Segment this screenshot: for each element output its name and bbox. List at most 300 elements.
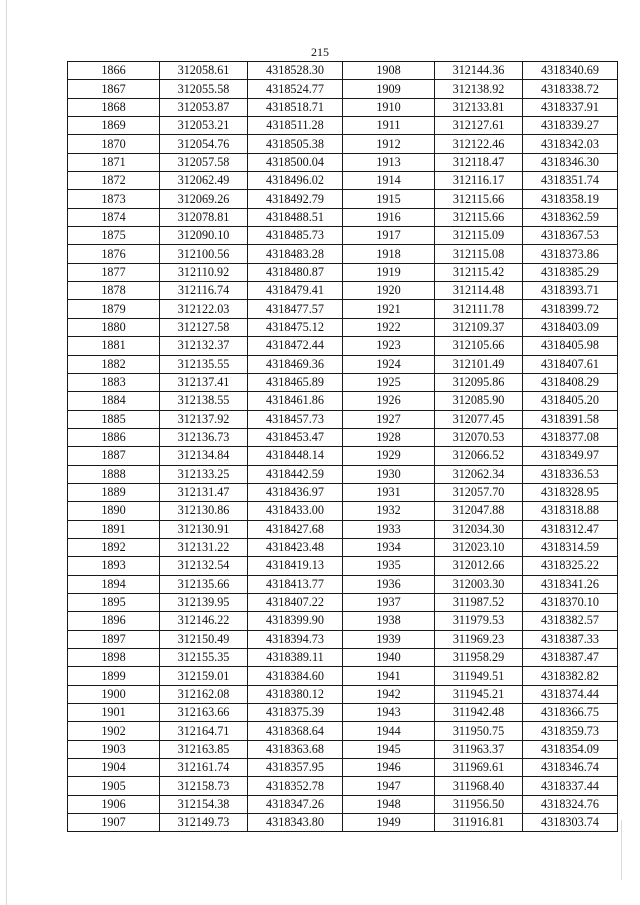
point-number-cell: 1896 [68,612,160,630]
table-row [68,777,343,795]
y-coordinate-cell: 4318366.75 [523,704,618,722]
x-coordinate-cell: 312133.25 [160,465,248,483]
point-number-cell: 1949 [343,814,435,832]
scan-mark [621,820,622,880]
point-number-cell: 1922 [343,318,435,336]
y-coordinate-cell: 4318325.22 [523,557,618,575]
y-coordinate-cell: 4318382.57 [523,612,618,630]
coordinate-table-right [342,61,618,832]
table-row [343,355,618,373]
y-coordinate-cell: 4318375.39 [248,704,343,722]
y-coordinate-cell: 4318346.30 [523,153,618,171]
x-coordinate-cell: 312090.10 [160,227,248,245]
x-coordinate-cell: 312137.41 [160,373,248,391]
point-number-cell: 1910 [343,98,435,116]
point-number-cell: 1948 [343,795,435,813]
point-number-cell: 1907 [68,814,160,832]
y-coordinate-cell: 4318312.47 [523,520,618,538]
x-coordinate-cell: 312135.55 [160,355,248,373]
x-coordinate-cell: 312111.78 [435,300,523,318]
table-row [68,557,343,575]
table-row [68,520,343,538]
point-number-cell: 1904 [68,759,160,777]
point-number-cell: 1882 [68,355,160,373]
table-row [343,685,618,703]
x-coordinate-cell: 312146.22 [160,612,248,630]
point-number-cell: 1893 [68,557,160,575]
x-coordinate-cell: 311950.75 [435,722,523,740]
x-coordinate-cell: 312122.46 [435,135,523,153]
y-coordinate-cell: 4318358.19 [523,190,618,208]
table-row [68,795,343,813]
x-coordinate-cell: 312054.76 [160,135,248,153]
y-coordinate-cell: 4318485.73 [248,227,343,245]
table-row [68,428,343,446]
point-number-cell: 1890 [68,502,160,520]
x-coordinate-cell: 312131.22 [160,538,248,556]
y-coordinate-cell: 4318465.89 [248,373,343,391]
x-coordinate-cell: 312055.58 [160,80,248,98]
x-coordinate-cell: 312114.48 [435,282,523,300]
point-number-cell: 1924 [343,355,435,373]
point-number-cell: 1871 [68,153,160,171]
table-row [343,337,618,355]
x-coordinate-cell: 312057.58 [160,153,248,171]
y-coordinate-cell: 4318346.74 [523,759,618,777]
x-coordinate-cell: 312023.10 [435,538,523,556]
y-coordinate-cell: 4318373.86 [523,245,618,263]
point-number-cell: 1929 [343,447,435,465]
table-row [343,117,618,135]
point-number-cell: 1902 [68,722,160,740]
point-number-cell: 1927 [343,410,435,428]
x-coordinate-cell: 311963.37 [435,740,523,758]
y-coordinate-cell: 4318352.78 [248,777,343,795]
table-row [68,483,343,501]
table-row [343,447,618,465]
y-coordinate-cell: 4318357.95 [248,759,343,777]
y-coordinate-cell: 4318337.91 [523,98,618,116]
point-number-cell: 1919 [343,263,435,281]
table-row [68,373,343,391]
y-coordinate-cell: 4318408.29 [523,373,618,391]
y-coordinate-cell: 4318448.14 [248,447,343,465]
table-row [343,62,618,80]
y-coordinate-cell: 4318374.44 [523,685,618,703]
table-row [343,282,618,300]
x-coordinate-cell: 312132.54 [160,557,248,575]
table-row [343,759,618,777]
x-coordinate-cell: 312130.86 [160,502,248,520]
table-row [68,80,343,98]
x-coordinate-cell: 312127.58 [160,318,248,336]
table-row [68,593,343,611]
y-coordinate-cell: 4318362.59 [523,208,618,226]
x-coordinate-cell: 312115.08 [435,245,523,263]
x-coordinate-cell: 311969.23 [435,630,523,648]
x-coordinate-cell: 312135.66 [160,575,248,593]
x-coordinate-cell: 312053.21 [160,117,248,135]
point-number-cell: 1891 [68,520,160,538]
x-coordinate-cell: 312115.66 [435,190,523,208]
y-coordinate-cell: 4318419.13 [248,557,343,575]
table-row [343,172,618,190]
point-number-cell: 1930 [343,465,435,483]
x-coordinate-cell: 311956.50 [435,795,523,813]
table-row [343,612,618,630]
table-row [343,300,618,318]
y-coordinate-cell: 4318385.29 [523,263,618,281]
point-number-cell: 1889 [68,483,160,501]
table-row [68,282,343,300]
y-coordinate-cell: 4318469.36 [248,355,343,373]
table-row [68,392,343,410]
table-row [68,759,343,777]
x-coordinate-cell: 312130.91 [160,520,248,538]
point-number-cell: 1879 [68,300,160,318]
y-coordinate-cell: 4318433.00 [248,502,343,520]
y-coordinate-cell: 4318442.59 [248,465,343,483]
x-coordinate-cell: 312150.49 [160,630,248,648]
point-number-cell: 1921 [343,300,435,318]
y-coordinate-cell: 4318457.73 [248,410,343,428]
point-number-cell: 1915 [343,190,435,208]
table-row [68,814,343,832]
page-number: 215 [311,45,329,59]
table-row [343,483,618,501]
x-coordinate-cell: 311958.29 [435,649,523,667]
x-coordinate-cell: 312161.74 [160,759,248,777]
y-coordinate-cell: 4318399.72 [523,300,618,318]
point-number-cell: 1884 [68,392,160,410]
point-number-cell: 1937 [343,593,435,611]
x-coordinate-cell: 312154.38 [160,795,248,813]
y-coordinate-cell: 4318303.74 [523,814,618,832]
y-coordinate-cell: 4318382.82 [523,667,618,685]
point-number-cell: 1936 [343,575,435,593]
x-coordinate-cell: 312122.03 [160,300,248,318]
point-number-cell: 1928 [343,428,435,446]
table-row [343,593,618,611]
y-coordinate-cell: 4318472.44 [248,337,343,355]
table-row [68,98,343,116]
point-number-cell: 1869 [68,117,160,135]
coordinate-table-left [67,61,343,832]
y-coordinate-cell: 4318407.22 [248,593,343,611]
x-coordinate-cell: 312138.55 [160,392,248,410]
y-coordinate-cell: 4318453.47 [248,428,343,446]
x-coordinate-cell: 312127.61 [435,117,523,135]
y-coordinate-cell: 4318479.41 [248,282,343,300]
x-coordinate-cell: 312149.73 [160,814,248,832]
table-row [68,722,343,740]
x-coordinate-cell: 312070.53 [435,428,523,446]
point-number-cell: 1874 [68,208,160,226]
point-number-cell: 1897 [68,630,160,648]
table-row [343,795,618,813]
y-coordinate-cell: 4318349.97 [523,447,618,465]
table-row [68,704,343,722]
table-row [343,722,618,740]
x-coordinate-cell: 312116.17 [435,172,523,190]
y-coordinate-cell: 4318380.12 [248,685,343,703]
y-coordinate-cell: 4318336.53 [523,465,618,483]
x-coordinate-cell: 312118.47 [435,153,523,171]
point-number-cell: 1916 [343,208,435,226]
table-row [343,814,618,832]
y-coordinate-cell: 4318492.79 [248,190,343,208]
table-row [68,245,343,263]
scan-edge [6,0,7,905]
point-number-cell: 1925 [343,373,435,391]
point-number-cell: 1933 [343,520,435,538]
table-row [68,410,343,428]
x-coordinate-cell: 311987.52 [435,593,523,611]
x-coordinate-cell: 312058.61 [160,62,248,80]
y-coordinate-cell: 4318496.02 [248,172,343,190]
x-coordinate-cell: 311942.48 [435,704,523,722]
y-coordinate-cell: 4318341.26 [523,575,618,593]
table-row [343,667,618,685]
y-coordinate-cell: 4318511.28 [248,117,343,135]
table-row [68,538,343,556]
point-number-cell: 1901 [68,704,160,722]
y-coordinate-cell: 4318423.48 [248,538,343,556]
y-coordinate-cell: 4318461.86 [248,392,343,410]
table-row [68,135,343,153]
x-coordinate-cell: 312132.37 [160,337,248,355]
table-row [343,538,618,556]
x-coordinate-cell: 311945.21 [435,685,523,703]
x-coordinate-cell: 312163.85 [160,740,248,758]
x-coordinate-cell: 312053.87 [160,98,248,116]
y-coordinate-cell: 4318500.04 [248,153,343,171]
point-number-cell: 1878 [68,282,160,300]
table-row [343,190,618,208]
point-number-cell: 1912 [343,135,435,153]
point-number-cell: 1892 [68,538,160,556]
x-coordinate-cell: 312164.71 [160,722,248,740]
table-row [68,575,343,593]
point-number-cell: 1905 [68,777,160,795]
table-row [68,117,343,135]
x-coordinate-cell: 312137.92 [160,410,248,428]
x-coordinate-cell: 312133.81 [435,98,523,116]
table-row [343,373,618,391]
x-coordinate-cell: 312062.34 [435,465,523,483]
y-coordinate-cell: 4318343.80 [248,814,343,832]
point-number-cell: 1887 [68,447,160,465]
table-row [343,630,618,648]
x-coordinate-cell: 312047.88 [435,502,523,520]
y-coordinate-cell: 4318337.44 [523,777,618,795]
x-coordinate-cell: 312134.84 [160,447,248,465]
y-coordinate-cell: 4318370.10 [523,593,618,611]
y-coordinate-cell: 4318477.57 [248,300,343,318]
point-number-cell: 1942 [343,685,435,703]
table-row [343,392,618,410]
x-coordinate-cell: 312155.35 [160,649,248,667]
point-number-cell: 1898 [68,649,160,667]
table-row [68,447,343,465]
y-coordinate-cell: 4318524.77 [248,80,343,98]
point-number-cell: 1946 [343,759,435,777]
table-row [68,685,343,703]
table-row [343,704,618,722]
y-coordinate-cell: 4318314.59 [523,538,618,556]
y-coordinate-cell: 4318328.95 [523,483,618,501]
y-coordinate-cell: 4318342.03 [523,135,618,153]
table-row [343,575,618,593]
y-coordinate-cell: 4318377.08 [523,428,618,446]
y-coordinate-cell: 4318318.88 [523,502,618,520]
x-coordinate-cell: 312078.81 [160,208,248,226]
y-coordinate-cell: 4318384.60 [248,667,343,685]
x-coordinate-cell: 311969.61 [435,759,523,777]
y-coordinate-cell: 4318427.68 [248,520,343,538]
y-coordinate-cell: 4318387.33 [523,630,618,648]
table-row [68,172,343,190]
table-row [68,62,343,80]
y-coordinate-cell: 4318359.73 [523,722,618,740]
point-number-cell: 1944 [343,722,435,740]
x-coordinate-cell: 312138.92 [435,80,523,98]
table-row [68,355,343,373]
y-coordinate-cell: 4318405.20 [523,392,618,410]
table-row [68,667,343,685]
x-coordinate-cell: 312034.30 [435,520,523,538]
table-row [68,300,343,318]
y-coordinate-cell: 4318393.71 [523,282,618,300]
y-coordinate-cell: 4318436.97 [248,483,343,501]
table-row [68,502,343,520]
y-coordinate-cell: 4318368.64 [248,722,343,740]
point-number-cell: 1876 [68,245,160,263]
table-row [68,190,343,208]
point-number-cell: 1935 [343,557,435,575]
y-coordinate-cell: 4318324.76 [523,795,618,813]
x-coordinate-cell: 312159.01 [160,667,248,685]
table-row [68,740,343,758]
point-number-cell: 1908 [343,62,435,80]
x-coordinate-cell: 312057.70 [435,483,523,501]
x-coordinate-cell: 312136.73 [160,428,248,446]
table-row [343,80,618,98]
point-number-cell: 1920 [343,282,435,300]
point-number-cell: 1867 [68,80,160,98]
x-coordinate-cell: 312115.42 [435,263,523,281]
point-number-cell: 1875 [68,227,160,245]
x-coordinate-cell: 312085.90 [435,392,523,410]
table-row [343,410,618,428]
x-coordinate-cell: 312115.66 [435,208,523,226]
point-number-cell: 1945 [343,740,435,758]
y-coordinate-cell: 4318351.74 [523,172,618,190]
y-coordinate-cell: 4318505.38 [248,135,343,153]
point-number-cell: 1906 [68,795,160,813]
x-coordinate-cell: 312116.74 [160,282,248,300]
point-number-cell: 1931 [343,483,435,501]
y-coordinate-cell: 4318413.77 [248,575,343,593]
x-coordinate-cell: 312163.66 [160,704,248,722]
x-coordinate-cell: 312095.86 [435,373,523,391]
y-coordinate-cell: 4318363.68 [248,740,343,758]
point-number-cell: 1880 [68,318,160,336]
table-row [343,465,618,483]
x-coordinate-cell: 312077.45 [435,410,523,428]
y-coordinate-cell: 4318488.51 [248,208,343,226]
point-number-cell: 1918 [343,245,435,263]
table-row [68,153,343,171]
y-coordinate-cell: 4318480.87 [248,263,343,281]
x-coordinate-cell: 312109.37 [435,318,523,336]
table-row [68,263,343,281]
point-number-cell: 1881 [68,337,160,355]
point-number-cell: 1943 [343,704,435,722]
table-row [343,263,618,281]
y-coordinate-cell: 4318475.12 [248,318,343,336]
table-row [68,465,343,483]
table-row [68,227,343,245]
y-coordinate-cell: 4318528.30 [248,62,343,80]
point-number-cell: 1888 [68,465,160,483]
point-number-cell: 1947 [343,777,435,795]
point-number-cell: 1883 [68,373,160,391]
y-coordinate-cell: 4318407.61 [523,355,618,373]
x-coordinate-cell: 312100.56 [160,245,248,263]
table-row [343,649,618,667]
table-row [343,135,618,153]
table-row [343,153,618,171]
point-number-cell: 1895 [68,593,160,611]
table-row [343,777,618,795]
y-coordinate-cell: 4318354.09 [523,740,618,758]
y-coordinate-cell: 4318399.90 [248,612,343,630]
table-row [343,557,618,575]
point-number-cell: 1909 [343,80,435,98]
x-coordinate-cell: 312162.08 [160,685,248,703]
point-number-cell: 1932 [343,502,435,520]
point-number-cell: 1934 [343,538,435,556]
x-coordinate-cell: 311968.40 [435,777,523,795]
x-coordinate-cell: 312105.66 [435,337,523,355]
point-number-cell: 1913 [343,153,435,171]
point-number-cell: 1868 [68,98,160,116]
table-row [343,98,618,116]
table-row [343,245,618,263]
point-number-cell: 1938 [343,612,435,630]
x-coordinate-cell: 312115.09 [435,227,523,245]
table-row [343,502,618,520]
x-coordinate-cell: 312012.66 [435,557,523,575]
table-row [68,649,343,667]
point-number-cell: 1894 [68,575,160,593]
y-coordinate-cell: 4318389.11 [248,649,343,667]
point-number-cell: 1917 [343,227,435,245]
point-number-cell: 1873 [68,190,160,208]
x-coordinate-cell: 311949.51 [435,667,523,685]
point-number-cell: 1877 [68,263,160,281]
point-number-cell: 1914 [343,172,435,190]
point-number-cell: 1940 [343,649,435,667]
x-coordinate-cell: 312144.36 [435,62,523,80]
x-coordinate-cell: 311916.81 [435,814,523,832]
point-number-cell: 1872 [68,172,160,190]
table-row [343,520,618,538]
x-coordinate-cell: 312131.47 [160,483,248,501]
table-row [68,630,343,648]
point-number-cell: 1870 [68,135,160,153]
